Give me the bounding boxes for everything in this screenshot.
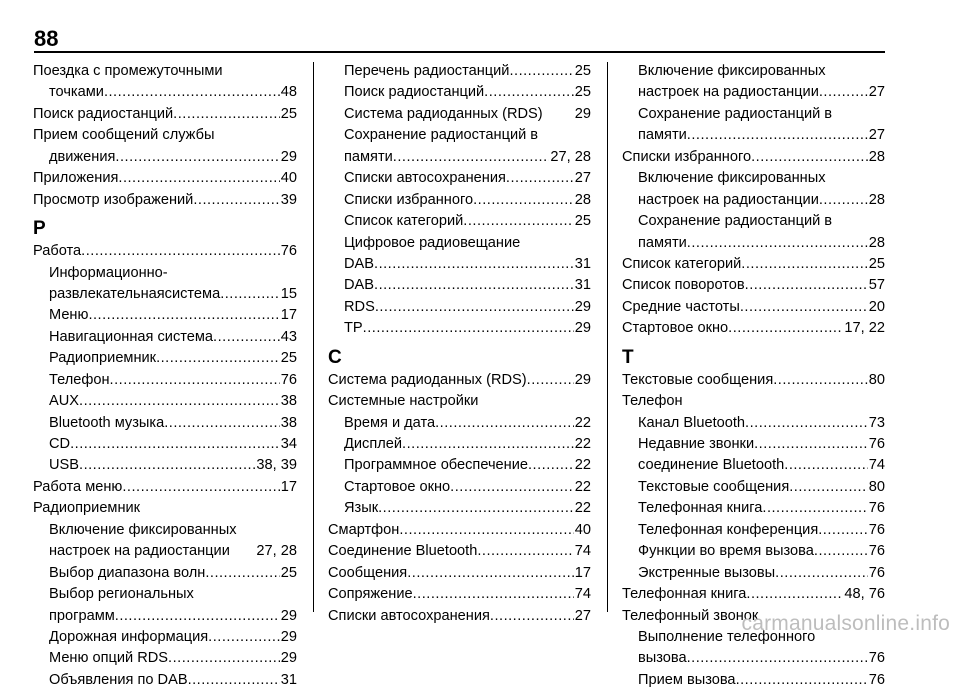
- index-entry: [622, 275, 885, 296]
- entry-term: Прием вызова: [638, 671, 736, 688]
- page-ref: 29: [280, 650, 297, 667]
- entry-term: Приложения: [33, 170, 119, 187]
- index-entry: [33, 541, 297, 562]
- dot-leader: [70, 434, 280, 455]
- index-entry: [622, 498, 885, 519]
- index-entry: [33, 168, 297, 189]
- dot-leader: [399, 520, 573, 541]
- page-ref: 76: [868, 436, 885, 452]
- dot-leader: [736, 670, 868, 691]
- page-ref: 29: [280, 628, 297, 645]
- page-ref: 17, 22: [844, 320, 885, 337]
- dot-leader: [205, 563, 279, 584]
- page-ref: 28: [574, 191, 591, 208]
- page-ref: 28: [868, 191, 885, 208]
- entry-term: Экстренные вызовы: [638, 564, 776, 581]
- entry-term: Меню опций RDS: [49, 650, 169, 667]
- dot-leader: [79, 391, 280, 412]
- page-ref: 29: [280, 148, 297, 165]
- entry-term: Списки автосохранения: [328, 607, 490, 624]
- entry-term: DAB: [344, 255, 375, 272]
- dot-leader: [79, 455, 255, 476]
- dot-leader: [473, 190, 574, 211]
- dot-leader: [156, 348, 280, 369]
- index-entry: [33, 370, 297, 391]
- dot-leader: [819, 82, 868, 103]
- page-ref: 27: [868, 127, 885, 144]
- index-column-2: [328, 61, 591, 627]
- dot-leader: [490, 606, 574, 627]
- entry-term: настроек на радиостанции: [638, 191, 819, 208]
- index-entry: [328, 190, 591, 211]
- page-ref: 38, 39: [256, 457, 297, 474]
- dot-leader: [527, 370, 574, 391]
- index-entry: [328, 606, 591, 627]
- index-entry: [622, 370, 885, 391]
- dot-leader: [819, 190, 868, 211]
- dot-leader: [784, 455, 868, 476]
- entry-term: Объявления по DAB: [49, 671, 188, 688]
- entry-term: Телефонная конференция: [638, 521, 819, 538]
- entry-term: Средние частоты: [622, 298, 740, 315]
- page-ref: 76: [868, 521, 885, 538]
- entry-term: Поиск радиостанций: [344, 84, 485, 101]
- entry-term: Списки автосохранения: [344, 170, 506, 187]
- dot-leader: [754, 434, 868, 455]
- page-ref: 76: [868, 650, 885, 667]
- entry-term: Программное обеспечение: [344, 457, 528, 474]
- index-entry: [328, 413, 591, 434]
- index-heading: [622, 211, 885, 232]
- page-ref: 17: [574, 564, 591, 581]
- entry-term: CD: [49, 436, 71, 452]
- index-entry: [622, 233, 885, 254]
- dot-leader: [122, 477, 279, 498]
- entry-term: развлекательнаясистема: [49, 285, 221, 302]
- entry-term: Прием сообщений службы: [33, 127, 215, 144]
- section-letter: С: [328, 346, 342, 368]
- index-entry: [33, 82, 297, 103]
- index-entry: [622, 541, 885, 562]
- page-ref: 31: [574, 255, 591, 272]
- entry-term: Время и дата: [344, 414, 436, 431]
- page-ref: 29: [574, 371, 591, 388]
- index-entry: [328, 275, 591, 296]
- dot-leader: [687, 648, 868, 669]
- entry-term: Система радиоданных (RDS): [344, 105, 543, 122]
- dot-leader: [164, 413, 280, 434]
- entry-term: Смартфон: [328, 521, 400, 538]
- index-entry: [33, 147, 297, 168]
- dot-leader: [168, 648, 280, 669]
- page-ref: 74: [574, 543, 591, 560]
- index-entry: [622, 563, 885, 584]
- header-rule: [34, 51, 885, 53]
- entry-term: Список категорий: [622, 255, 742, 272]
- page-ref: 29: [574, 298, 591, 315]
- index-entry: [33, 284, 297, 305]
- page-ref: 22: [574, 478, 591, 495]
- dot-leader: [484, 82, 574, 103]
- dot-leader: [687, 125, 868, 146]
- page-ref: 73: [868, 414, 885, 431]
- entry-term: Радиоприемник: [33, 500, 141, 517]
- page-ref: 22: [574, 414, 591, 431]
- page-ref: 43: [280, 328, 297, 345]
- entry-term: USB: [49, 457, 80, 474]
- page-ref: 48, 76: [844, 586, 885, 603]
- page-ref: 29: [280, 607, 297, 624]
- section-letter: Т: [622, 346, 634, 368]
- entry-term: Телефонная книга: [638, 500, 763, 517]
- index-entry: [328, 147, 591, 168]
- entry-term: Сопряжение: [328, 586, 413, 603]
- index-entry: [33, 477, 297, 498]
- dot-leader: [104, 82, 280, 103]
- page-ref: 40: [280, 170, 297, 187]
- column-divider-2: [607, 62, 608, 612]
- entry-term: программ: [49, 607, 115, 624]
- page-ref: 76: [280, 371, 297, 388]
- entry-term: Соединение Bluetooth: [328, 543, 478, 560]
- dot-leader: [814, 541, 868, 562]
- page-ref: 22: [574, 457, 591, 474]
- page-ref: 27: [868, 84, 885, 101]
- dot-leader: [741, 254, 867, 275]
- index-entry: [328, 82, 591, 103]
- index-heading: [622, 391, 885, 412]
- entry-term: Телефон: [49, 371, 110, 388]
- entry-term: DAB: [344, 277, 375, 294]
- index-entry: [33, 391, 297, 412]
- entry-term: движения: [49, 148, 116, 165]
- dot-leader: [509, 61, 573, 82]
- index-entry: [622, 147, 885, 168]
- entry-term: точками: [49, 84, 104, 101]
- page-ref: 28: [868, 148, 885, 165]
- dot-leader: [818, 520, 868, 541]
- page-ref: 57: [868, 277, 885, 294]
- index-entry: [328, 498, 591, 519]
- entry-term: Стартовое окно: [622, 320, 729, 337]
- page-ref: 40: [574, 521, 591, 538]
- entry-term: Включение фиксированных: [638, 63, 826, 79]
- page-number: 88: [34, 26, 59, 51]
- index-entry: [622, 455, 885, 476]
- index-entry: [328, 520, 591, 541]
- index-heading: [33, 584, 297, 605]
- dot-leader: [728, 318, 843, 339]
- index-heading: [33, 61, 297, 82]
- index-heading: [328, 233, 591, 254]
- entry-term: настроек на радиостанции: [638, 84, 819, 101]
- index-heading: [622, 104, 885, 125]
- page-ref: 22: [574, 500, 591, 517]
- index-entry: [328, 584, 591, 605]
- dot-leader: [374, 275, 574, 296]
- index-entry: [328, 563, 591, 584]
- index-heading: [33, 125, 297, 146]
- index-entry: [33, 648, 297, 669]
- page-ref: 38: [280, 414, 297, 431]
- entry-term: AUX: [49, 393, 80, 410]
- dot-leader: [751, 147, 868, 168]
- entry-term: Канал Bluetooth: [638, 414, 746, 431]
- index-entry: [622, 190, 885, 211]
- dot-leader: [173, 104, 280, 125]
- index-heading: [33, 498, 297, 519]
- index-entry: [622, 584, 885, 605]
- index-entry: [328, 168, 591, 189]
- index-entry: [33, 305, 297, 326]
- dot-leader: [393, 147, 550, 168]
- page-ref: 38: [280, 393, 297, 410]
- dot-leader: [745, 275, 868, 296]
- dot-leader: [188, 670, 280, 691]
- index-entry: [328, 61, 591, 82]
- page-ref: 74: [868, 457, 885, 474]
- index-entry: [33, 627, 297, 648]
- dot-leader: [746, 584, 843, 605]
- index-entry: [328, 211, 591, 232]
- page-ref: 17: [280, 478, 297, 495]
- index-entry: [33, 104, 297, 125]
- index-entry: [328, 477, 591, 498]
- entry-term: Дорожная информация: [49, 628, 209, 645]
- page-ref: 15: [280, 285, 297, 302]
- watermark: carmanualsonline.info: [741, 612, 950, 635]
- index-entry: [33, 327, 297, 348]
- dot-leader: [213, 327, 280, 348]
- dot-leader: [220, 284, 280, 305]
- page-ref: 76: [280, 243, 297, 260]
- index-entry: [328, 297, 591, 318]
- page-ref: 25: [280, 564, 297, 581]
- entry-term: Сохранение радиостанций в: [344, 127, 539, 144]
- entry-term: Недавние звонки: [638, 436, 755, 452]
- page-ref: 39: [280, 191, 297, 208]
- dot-leader: [115, 606, 280, 627]
- entry-term: соединение Bluetooth: [638, 457, 785, 474]
- entry-term: Стартовое окно: [344, 478, 451, 495]
- index-column-1: [33, 61, 297, 691]
- entry-term: Цифровое радиовещание: [344, 234, 521, 251]
- dot-leader: [477, 541, 573, 562]
- page-ref: 76: [868, 500, 885, 517]
- dot-leader: [363, 318, 574, 339]
- dot-leader: [762, 498, 867, 519]
- page-ref: 22: [574, 436, 591, 452]
- entry-term: Просмотр изображений: [33, 191, 194, 208]
- entry-term: Текстовые сообщения: [638, 478, 790, 495]
- dot-leader: [506, 168, 574, 189]
- index-entry: [622, 254, 885, 275]
- dot-leader: [378, 498, 574, 519]
- index-entry: [33, 606, 297, 627]
- index-entry: [33, 241, 297, 262]
- dot-leader: [374, 254, 574, 275]
- entry-term: памяти: [638, 234, 687, 251]
- entry-term: Системные настройки: [328, 393, 479, 410]
- entry-term: Bluetooth музыка: [49, 414, 165, 431]
- dot-leader: [88, 305, 279, 326]
- page-ref: 80: [868, 478, 885, 495]
- entry-term: Список категорий: [344, 213, 464, 230]
- index-heading: [33, 520, 297, 541]
- entry-term: Система радиоданных (RDS): [328, 371, 527, 388]
- section-letter: Р: [33, 218, 46, 240]
- index-heading: [328, 391, 591, 412]
- entry-term: Список поворотов: [622, 277, 745, 294]
- index-entry: [33, 670, 297, 691]
- entry-term: Сохранение радиостанций в: [638, 105, 833, 122]
- entry-term: Выполнение телефонного: [638, 628, 816, 645]
- page-ref: 34: [280, 436, 297, 452]
- index-heading: [622, 61, 885, 82]
- dot-leader: [402, 434, 574, 455]
- dot-leader: [740, 297, 868, 318]
- entry-term: вызова: [638, 650, 687, 667]
- page-ref: 29: [574, 320, 591, 337]
- entry-term: Дисплей: [344, 436, 403, 452]
- index-entry: [33, 455, 297, 476]
- entry-term: Включение фиксированных: [638, 170, 826, 187]
- index-entry: [33, 434, 297, 455]
- index-entry: [328, 104, 591, 125]
- index-entry: [622, 648, 885, 669]
- page-ref: 25: [280, 105, 297, 122]
- dot-leader: [463, 211, 573, 232]
- entry-term: Текстовые сообщения: [622, 371, 774, 388]
- entry-term: TP: [344, 320, 363, 337]
- page-ref: 27, 28: [256, 543, 297, 560]
- dot-leader: [407, 563, 574, 584]
- page-ref: 80: [868, 371, 885, 388]
- dot-leader: [413, 584, 574, 605]
- entry-term: Информационно-: [49, 264, 168, 281]
- page-ref: 74: [574, 586, 591, 603]
- index-entry: [33, 348, 297, 369]
- page-ref: 27, 28: [550, 148, 591, 165]
- index-entry: [622, 82, 885, 103]
- page-ref: 29: [574, 105, 591, 122]
- dot-leader: [789, 477, 868, 498]
- dot-leader: [118, 168, 279, 189]
- entry-term: Телефон: [622, 393, 683, 410]
- index-entry: [622, 413, 885, 434]
- entry-term: Функции во время вызова: [638, 543, 814, 560]
- dot-leader: [115, 147, 279, 168]
- entry-term: Сохранение радиостанций в: [638, 213, 833, 230]
- page-ref: 27: [574, 607, 591, 624]
- entry-term: Перечень радиостанций: [344, 63, 510, 79]
- page-ref: 76: [868, 671, 885, 688]
- index-heading: [33, 263, 297, 284]
- entry-term: памяти: [344, 148, 393, 165]
- entry-term: Телефонный звонок: [622, 607, 759, 624]
- index-heading: [622, 168, 885, 189]
- column-divider-1: [313, 62, 314, 612]
- index-entry: [622, 125, 885, 146]
- page-ref: 48: [280, 84, 297, 101]
- index-entry: [33, 563, 297, 584]
- index-entry: [328, 318, 591, 339]
- page-ref: 31: [574, 277, 591, 294]
- page-ref: 25: [868, 255, 885, 272]
- entry-term: памяти: [638, 127, 687, 144]
- dot-leader: [208, 627, 280, 648]
- index-entry: [328, 254, 591, 275]
- index-entry: [622, 297, 885, 318]
- index-entry: [622, 520, 885, 541]
- index-entry: [328, 541, 591, 562]
- dot-leader: [773, 370, 868, 391]
- dot-leader: [81, 241, 280, 262]
- index-entry: [328, 455, 591, 476]
- page-ref: 31: [280, 671, 297, 688]
- entry-term: RDS: [344, 298, 375, 315]
- dot-leader: [745, 413, 868, 434]
- dot-leader: [775, 563, 868, 584]
- dot-leader: [375, 297, 574, 318]
- page-ref: 27: [574, 170, 591, 187]
- entry-term: Меню: [49, 307, 89, 324]
- page-ref: 76: [868, 564, 885, 581]
- page-ref: 28: [868, 234, 885, 251]
- dot-leader: [193, 190, 279, 211]
- index-entry: [622, 477, 885, 498]
- index-entry: [622, 670, 885, 691]
- dot-leader: [435, 413, 574, 434]
- page-ref: 25: [574, 213, 591, 230]
- page-ref: 25: [574, 84, 591, 101]
- entry-term: Выбор региональных: [49, 586, 194, 603]
- dot-leader: [110, 370, 280, 391]
- entry-term: Радиоприемник: [49, 350, 157, 367]
- entry-term: Телефонная книга: [622, 586, 747, 603]
- index-entry: [622, 318, 885, 339]
- dot-leader: [687, 233, 868, 254]
- entry-term: Включение фиксированных: [49, 521, 237, 538]
- index-entry: [328, 434, 591, 455]
- entry-term: Сообщения: [328, 564, 408, 581]
- index-heading: [328, 125, 591, 146]
- entry-term: Навигационная система: [49, 328, 214, 345]
- page-ref: 76: [868, 543, 885, 560]
- index-entry: [33, 190, 297, 211]
- page-ref: 25: [574, 63, 591, 79]
- entry-term: Работа: [33, 243, 82, 260]
- entry-term: Списки избранного: [344, 191, 474, 208]
- dot-leader: [450, 477, 574, 498]
- entry-term: Работа меню: [33, 478, 123, 495]
- entry-term: Поиск радиостанций: [33, 105, 174, 122]
- index-entry: [328, 370, 591, 391]
- dot-leader: [528, 455, 574, 476]
- entry-term: Выбор диапазона волн: [49, 564, 206, 581]
- entry-term: Поездка с промежуточными: [33, 63, 223, 79]
- index-entry: [622, 434, 885, 455]
- entry-term: Язык: [344, 500, 379, 517]
- page-ref: 25: [280, 350, 297, 367]
- entry-term: Списки избранного: [622, 148, 752, 165]
- index-column-3: [622, 61, 885, 691]
- entry-term: настроек на радиостанции: [49, 543, 230, 560]
- page-ref: 17: [280, 307, 297, 324]
- index-entry: [33, 413, 297, 434]
- page-ref: 20: [868, 298, 885, 315]
